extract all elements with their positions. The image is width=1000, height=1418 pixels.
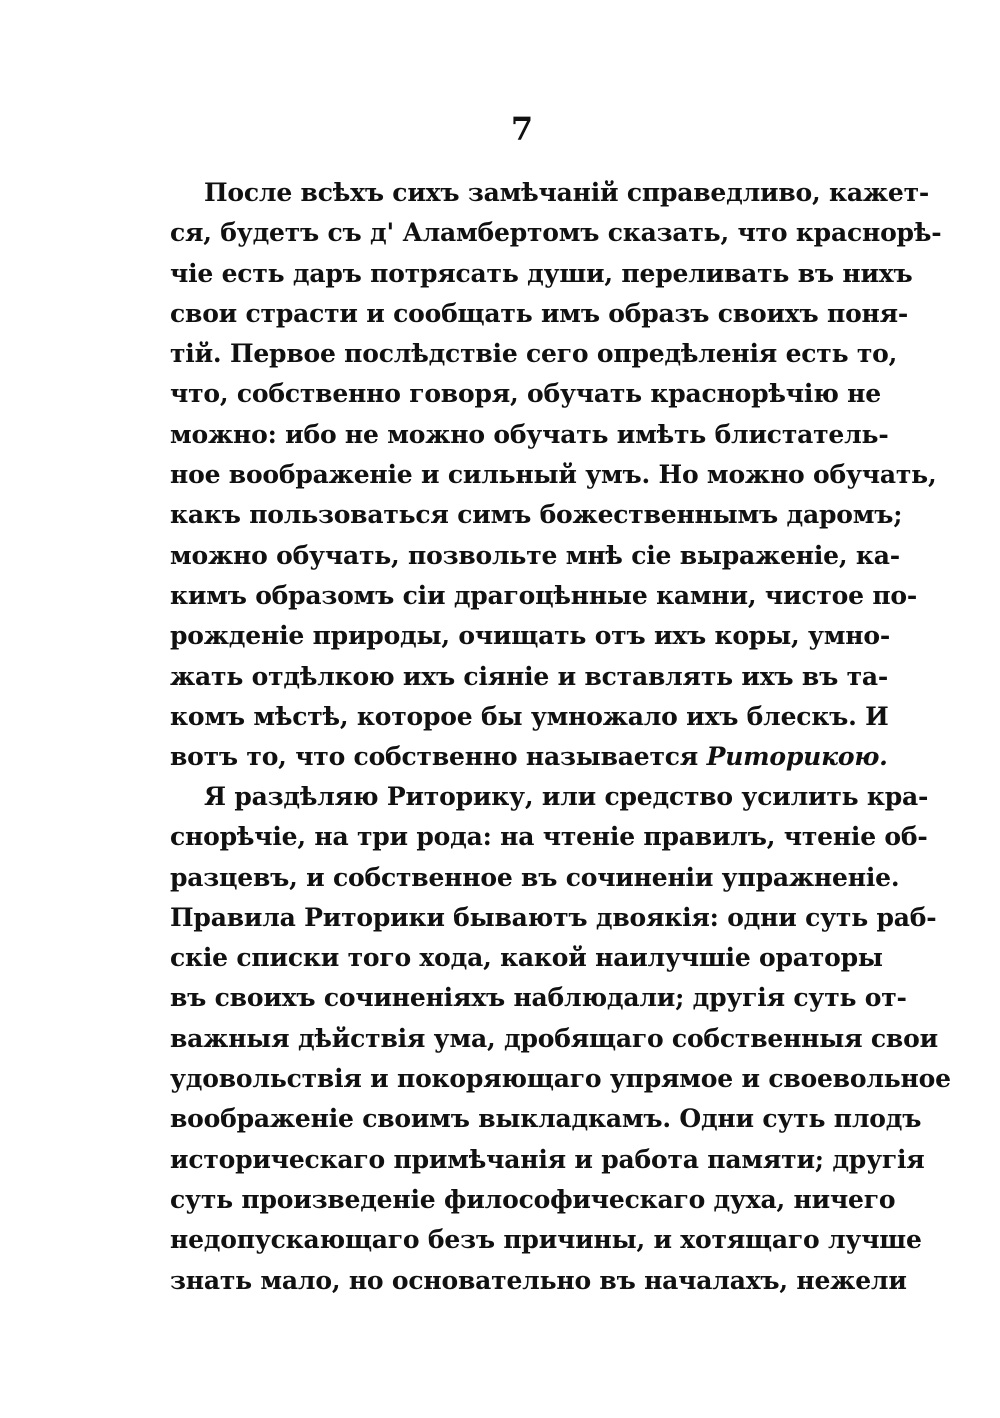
text-line: После всѣхъ сихъ замѣчаній справедливо, кажет-	[204, 178, 930, 207]
text-line: что, собственно говоря, обучать краснорѣчію не	[170, 379, 881, 409]
text-line: знать мало, но основательно въ началахъ, нежели	[170, 1265, 907, 1295]
text-line: комъ мѣстѣ, которое бы умножало ихъ блескъ. И	[170, 701, 889, 731]
paragraph-2	[170, 777, 951, 1301]
paragraph-1	[170, 173, 942, 777]
text-line: воображеніе своимъ выкладкамъ. Одни суть плодъ	[170, 1104, 922, 1134]
text-line: можно: ибо не можно обучать имѣть блистатель-	[170, 419, 889, 449]
text-line-prefix: вотъ то, что собственно называется	[170, 742, 699, 772]
text-line: свои страсти и сообщать имъ образъ своихъ поня-	[170, 298, 909, 328]
text-line: жать отдѣлкою ихъ сіяніе и вставлять ихъ въ та-	[170, 661, 889, 691]
text-line: въ своихъ сочиненіяхъ наблюдали; другія суть от-	[170, 983, 907, 1013]
text-line: рожденіе природы, очищать отъ ихъ коры, умно-	[170, 621, 891, 651]
text-line: можно обучать, позвольте мнѣ сіе выраженіе, ка-	[170, 540, 900, 570]
text-line: важныя дѣйствія ума, дробящаго собственныя свои	[170, 1023, 938, 1053]
text-line-final	[170, 737, 888, 777]
text-line: ся, будетъ съ д' Аламбертомъ сказать, что краснорѣ-	[170, 218, 942, 248]
text-line: Я раздѣляю Риторику, или средство усилить кра-	[204, 782, 929, 811]
text-line: удовольствія и покоряющаго упрямое и своевольное	[170, 1064, 951, 1094]
text-line: суть произведеніе философическаго духа, ничего	[170, 1184, 896, 1214]
text-line: недопускающаго безъ причины, и хотящаго лучше	[170, 1225, 922, 1255]
text-line: историческаго примѣчанія и работа памяти; другія	[170, 1144, 925, 1174]
text-line: ное воображеніе и сильный умъ. Но можно обучать,	[170, 460, 937, 490]
text-line: тій. Первое послѣдствіе сего опредѣленія есть то,	[170, 339, 898, 369]
page-number: 7	[510, 110, 534, 148]
text-line: снорѣчіе, на три рода: на чтеніе правилъ, чтеніе об-	[170, 822, 928, 852]
text-line: скіе списки того хода, какой наилучшіе ораторы	[170, 943, 883, 973]
text-line: чіе есть даръ потрясать души, переливать въ нихъ	[170, 258, 913, 288]
text-line: какъ пользоваться симъ божественнымъ даромъ;	[170, 500, 903, 530]
italic-term: Риторикою.	[706, 742, 888, 772]
text-line: Правила Риторики бываютъ двоякія: одни суть раб-	[170, 902, 937, 932]
text-line: разцевъ, и собственное въ сочиненіи упражненіе.	[170, 862, 900, 892]
text-line: кимъ образомъ сіи драгоцѣнные камни, чистое по-	[170, 580, 918, 610]
